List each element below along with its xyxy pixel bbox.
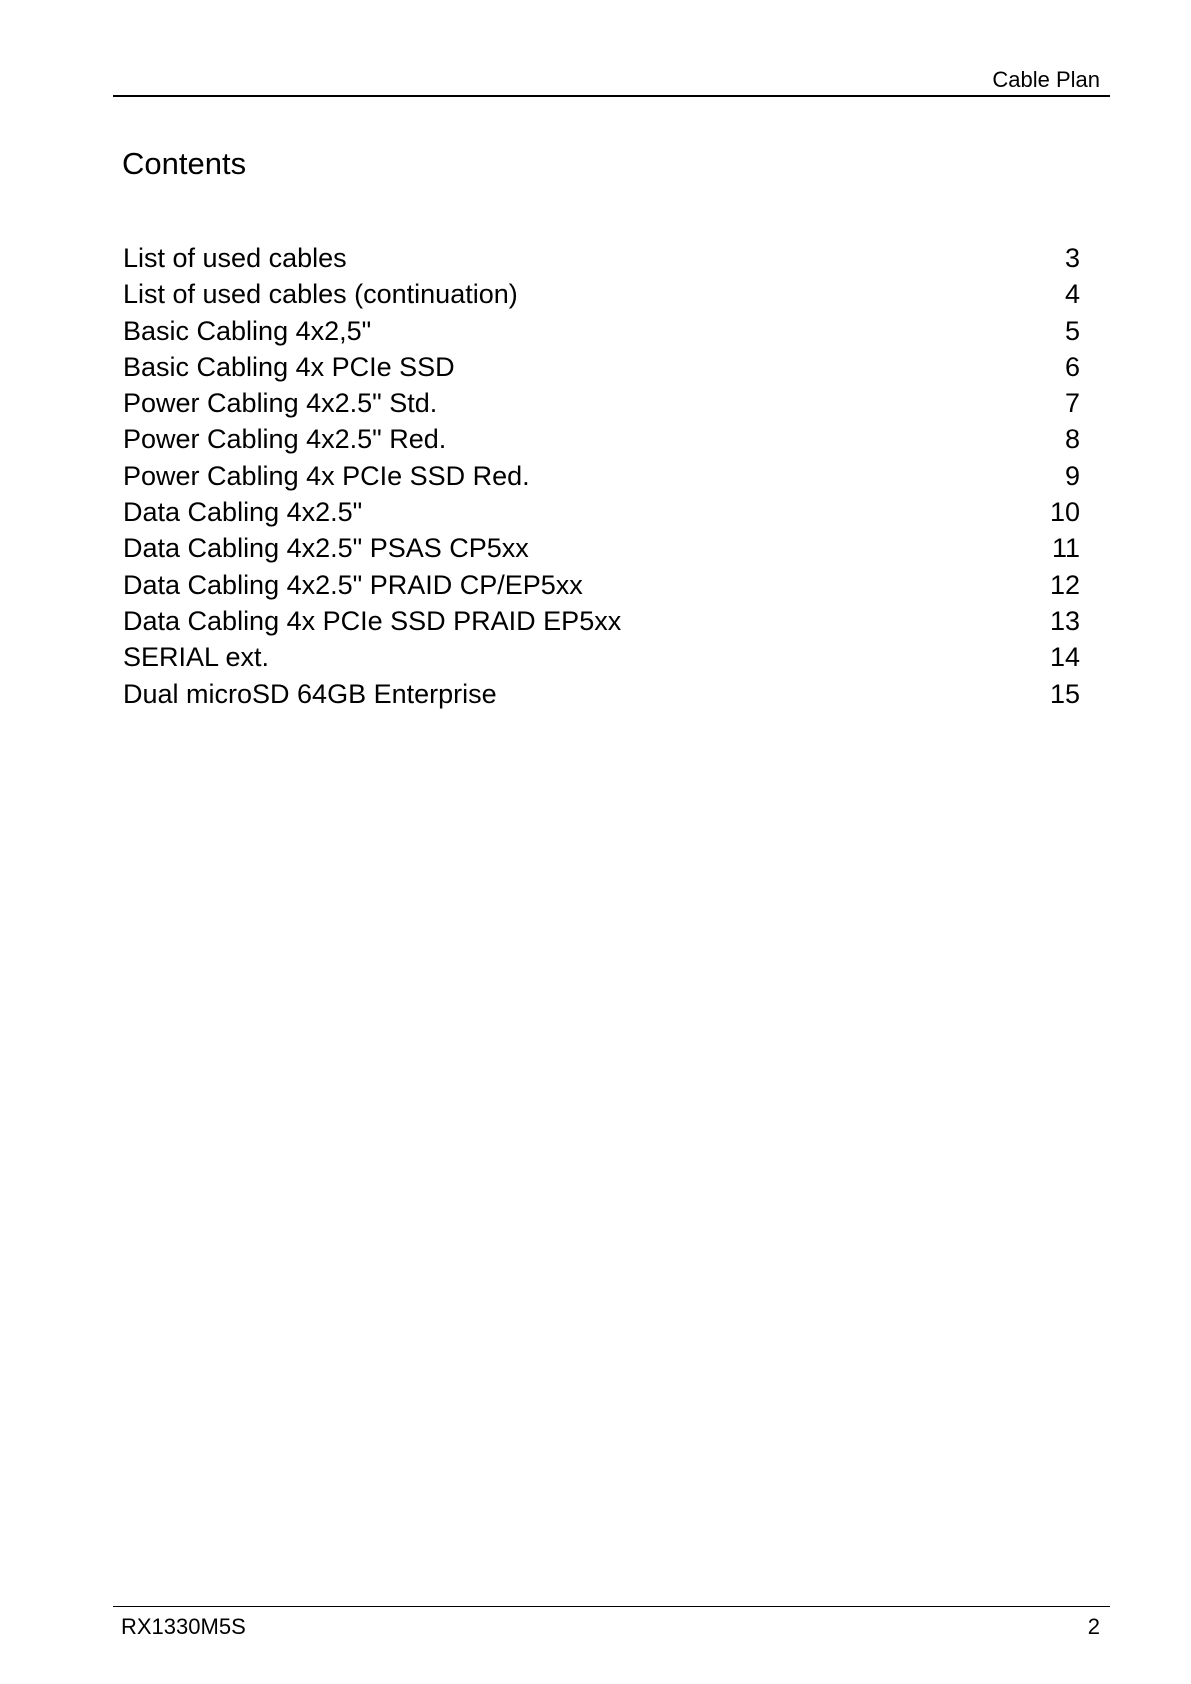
toc-entry-page: 11: [1051, 533, 1080, 564]
toc-entry[interactable]: [123, 240, 1080, 276]
toc-entry-page: 4: [1064, 279, 1080, 310]
toc-entry[interactable]: [123, 276, 1080, 312]
toc-entry-page: 14: [1049, 642, 1080, 673]
toc-entry[interactable]: [123, 639, 1080, 675]
toc-entry[interactable]: [123, 494, 1080, 530]
toc-entry[interactable]: [123, 567, 1080, 603]
toc-entry[interactable]: [123, 458, 1080, 494]
toc-entry-page: 9: [1064, 460, 1080, 491]
toc-entry-page: 8: [1064, 424, 1080, 455]
toc-entry[interactable]: [123, 603, 1080, 639]
toc-entry-page: 3: [1064, 243, 1080, 273]
toc-entry[interactable]: [123, 313, 1080, 349]
page-footer: [113, 1606, 1110, 1641]
toc-entry-title: List of used cables: [123, 243, 347, 273]
toc-entry[interactable]: [123, 385, 1080, 421]
toc-entry[interactable]: [123, 421, 1080, 457]
toc-entry-title: Data Cabling 4x2.5" PRAID CP/EP5xx: [123, 569, 583, 600]
toc-entry-title: Power Cabling 4x2.5" Red.: [123, 424, 447, 455]
table-of-contents: [123, 240, 1080, 712]
toc-entry-title: Power Cabling 4x2.5" Std.: [123, 388, 438, 419]
toc-entry-title: List of used cables (continuation): [123, 279, 518, 310]
toc-entry-page: 7: [1064, 388, 1080, 419]
page-header: [113, 64, 1110, 97]
toc-entry-title: Data Cabling 4x2.5": [123, 497, 363, 528]
toc-entry-page: 15: [1049, 678, 1080, 709]
toc-entry-title: Basic Cabling 4x PCIe SSD: [123, 351, 455, 382]
toc-entry-page: 6: [1064, 351, 1080, 382]
toc-entry-page: 5: [1064, 315, 1080, 346]
toc-entry[interactable]: [123, 530, 1080, 566]
header-title: Cable Plan: [992, 67, 1100, 92]
toc-entry-title: SERIAL ext.: [123, 642, 270, 673]
toc-entry-title: Dual microSD 64GB Enterprise: [123, 678, 497, 709]
toc-entry[interactable]: [123, 349, 1080, 385]
footer-page-number: 2: [1087, 1614, 1100, 1639]
toc-entry-title: Power Cabling 4x PCIe SSD Red.: [123, 460, 530, 491]
toc-entry-page: 10: [1049, 497, 1080, 528]
toc-entry[interactable]: [123, 676, 1080, 712]
toc-entry-page: 12: [1049, 569, 1080, 600]
footer-model: RX1330M5S: [121, 1614, 246, 1639]
contents-heading: Contents: [122, 146, 247, 181]
toc-entry-page: 13: [1049, 605, 1080, 636]
toc-entry-title: Basic Cabling 4x2,5": [123, 315, 372, 346]
toc-entry-title: Data Cabling 4x PCIe SSD PRAID EP5xx: [123, 605, 622, 636]
toc-entry-title: Data Cabling 4x2.5" PSAS CP5xx: [123, 533, 529, 564]
